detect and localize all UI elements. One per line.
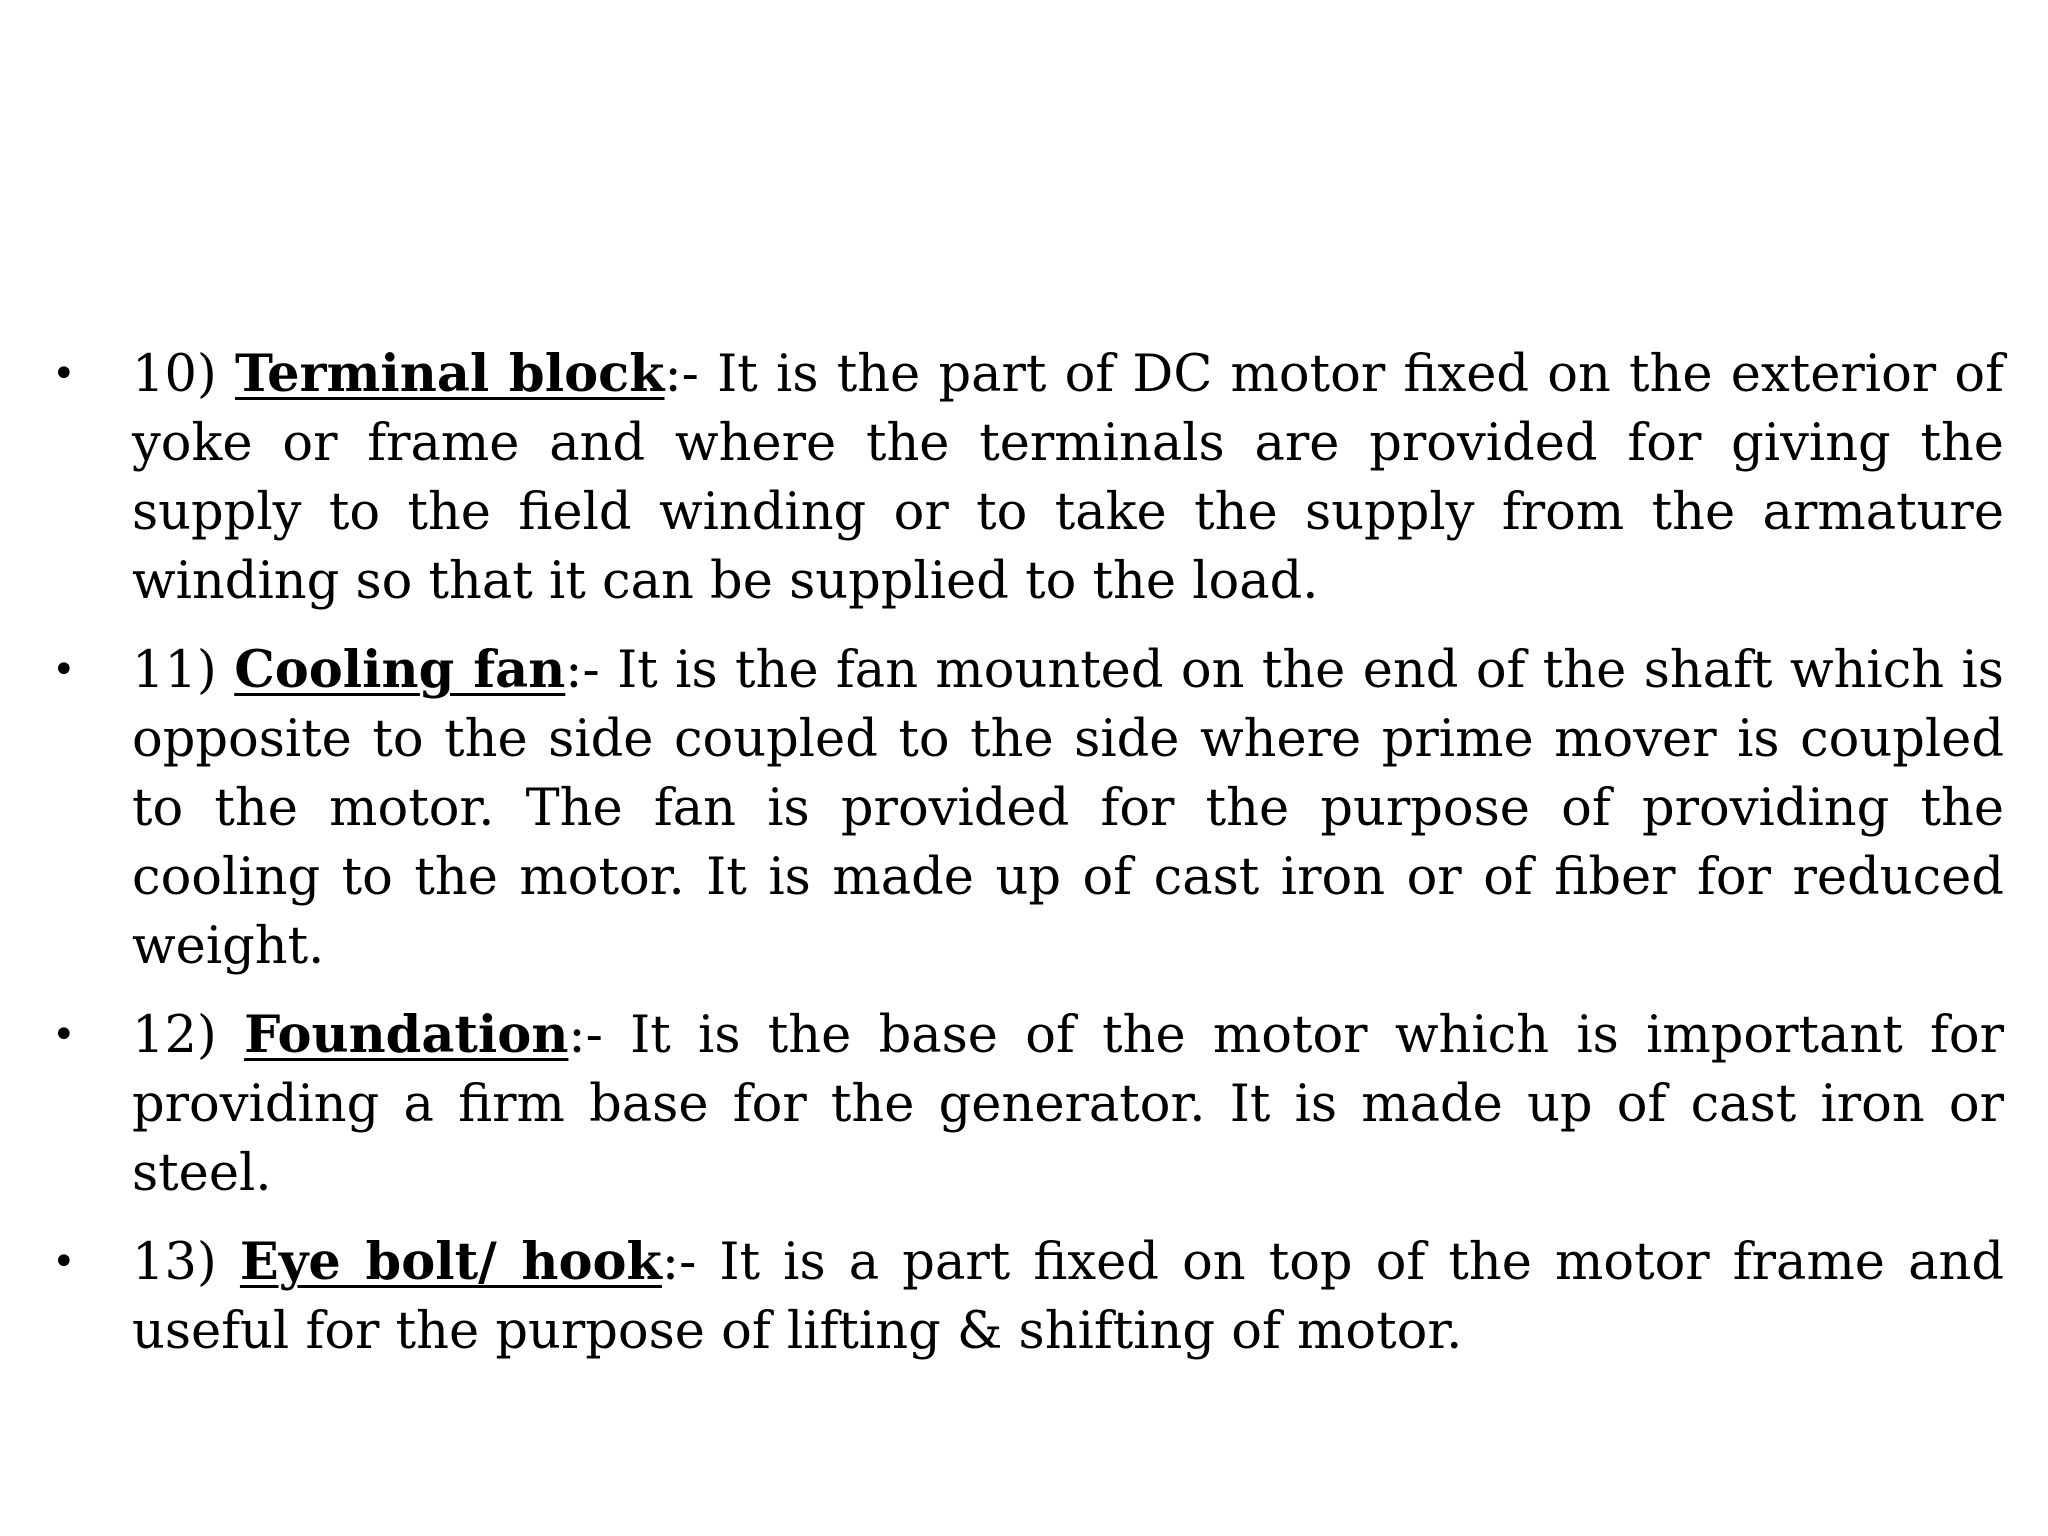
list-item-foundation xyxy=(52,1001,2004,1208)
item-text: :- It is a part fixed on top of the motor frame and useful for the purpose of lifting & shifting of motor. xyxy=(132,1233,2005,1361)
item-term: Terminal block xyxy=(235,344,665,404)
list-item-cooling-fan xyxy=(52,636,2004,981)
bullet-list xyxy=(52,340,2004,1386)
bullet-icon: • xyxy=(52,647,76,693)
item-number: 10) xyxy=(132,345,217,404)
bullet-icon: • xyxy=(52,1012,76,1058)
bullet-icon: • xyxy=(52,351,76,397)
item-text: :- It is the base of the motor which is important for providing a firm base for the generator. It is made up of cast iron or steel. xyxy=(132,1006,2004,1203)
item-number: 11) xyxy=(132,641,217,700)
item-term: Cooling fan xyxy=(234,640,566,700)
item-text: :- It is the part of DC motor fixed on the exterior of yoke or frame and where the terminals are provided for giving the supply to the field winding or to take the supply from the armature winding so that it can be supplied to the load. xyxy=(132,345,2004,611)
item-text: :- It is the fan mounted on the end of the shaft which is opposite to the side coupled to the side where prime mover is coupled to the motor. The fan is provided for the purpose of providing the cooling to the motor. It is made up of cast iron or of fiber for reduced weight. xyxy=(132,641,2004,976)
list-item-terminal-block xyxy=(52,340,2004,616)
list-item-eye-bolt-hook xyxy=(52,1228,2004,1366)
item-term: Foundation xyxy=(244,1005,569,1065)
item-term: Eye bolt/ hook xyxy=(239,1232,662,1292)
bullet-icon: • xyxy=(52,1239,76,1285)
item-number: 13) xyxy=(132,1233,217,1292)
item-number: 12) xyxy=(132,1006,217,1065)
